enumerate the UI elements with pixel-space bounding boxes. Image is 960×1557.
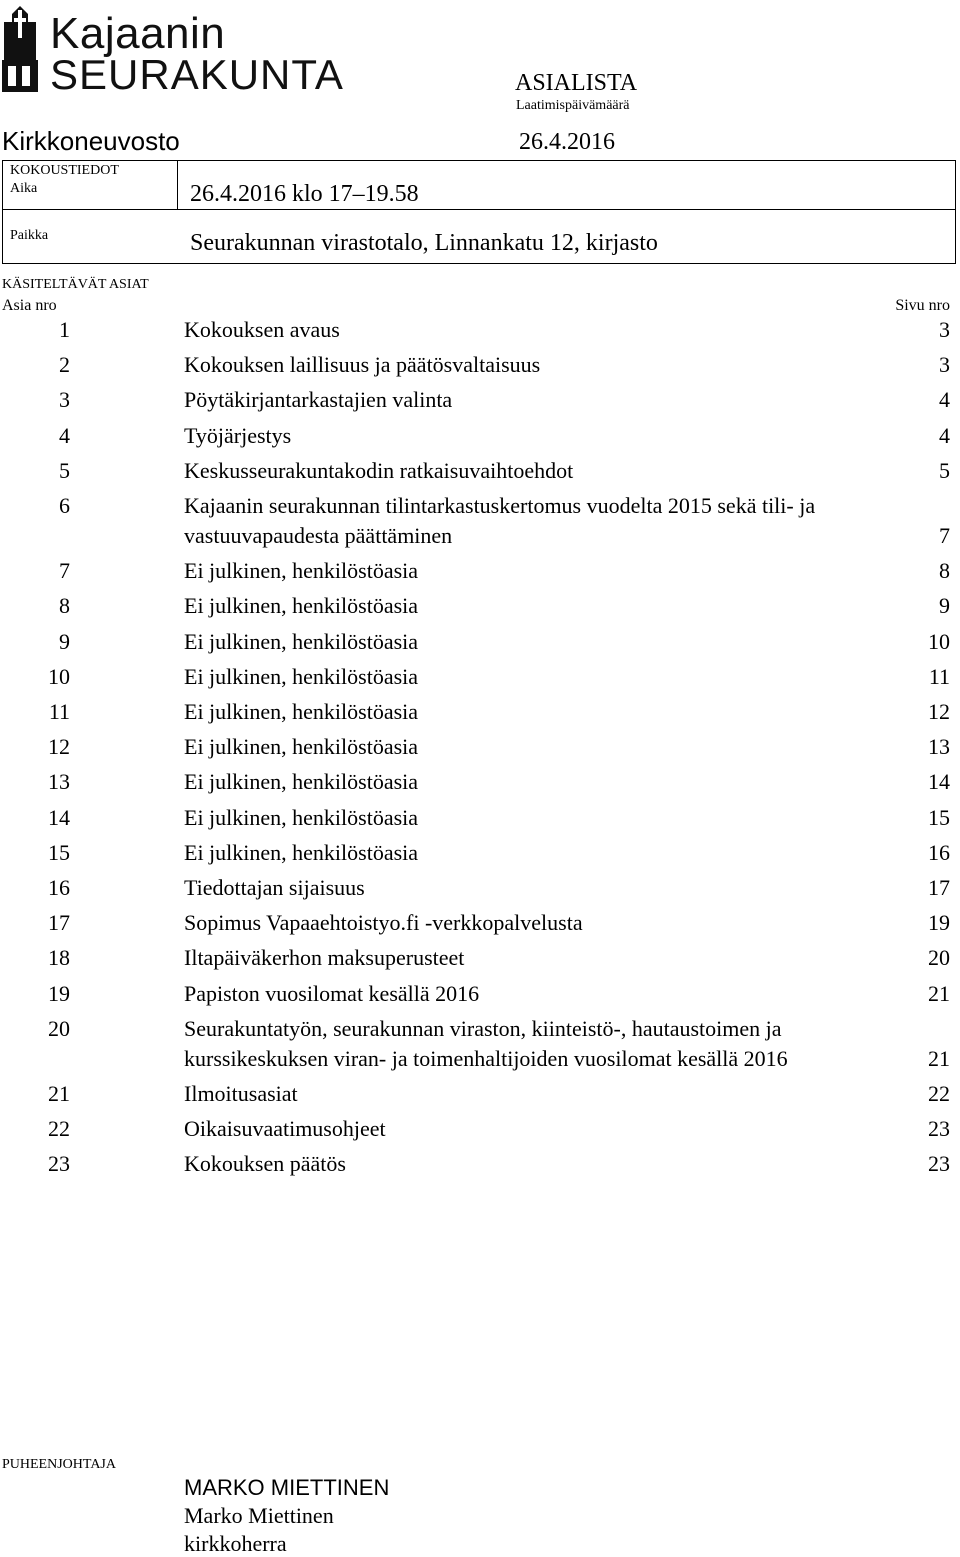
agenda-item-title-line: Ei julkinen, henkilöstöasia [184,699,419,724]
agenda-item-title [184,456,884,486]
agenda-item-title [184,838,884,868]
chair-label: PUHEENJOHTAJA [2,1457,116,1472]
agenda-item-title [184,767,884,797]
agenda-item-title-line: Sopimus Vapaaehtoistyo.fi -verkkopalvelusta [184,910,583,936]
agenda-item-title-line: Kokouksen avaus [184,317,340,342]
agenda-item-page: 7 [939,523,950,548]
time-value: 26.4.2016 klo 17–19.58 [190,181,419,207]
meeting-box-divider-vertical [177,160,178,210]
agenda-item-title [184,591,884,621]
agenda-item-number: 9 [59,628,70,654]
date-label: Laatimispäivämäärä [516,98,630,113]
agenda-item-number: 21 [48,1081,70,1106]
agenda-item-title-line: Tiedottajan sijaisuus [184,875,365,900]
agenda-item-title [184,732,884,762]
agenda-item-number: 1 [59,317,70,342]
agenda-item-page: 4 [939,387,950,413]
agenda-item-number: 23 [48,1151,70,1177]
agenda-item-title [184,421,884,451]
agenda-column-page-number: Sivu nro [895,297,950,314]
meeting-box-divider-horizontal [2,209,956,210]
agenda-item-title-line: Ei julkinen, henkilöstöasia [184,804,419,830]
agenda-item-title-line: Työjärjestys [184,422,292,448]
agenda-item-title-line: Kajaanin seurakunnan tilintarkastuskertomus vuodelta 2015 sekä tili- ja [184,493,816,518]
agenda-item-page: 19 [928,910,950,936]
agenda-item-title [184,556,884,586]
agenda-item-page: 9 [939,593,950,619]
agenda-column-item-number: Asia nro [2,297,57,314]
agenda-item-page: 10 [928,628,950,654]
agenda-item-number: 12 [48,734,70,760]
agenda-item-title-line: kurssikeskuksen viran- ja toimenhaltijoiden vuosilomat kesällä 2016 [184,1045,788,1071]
chair-title: kirkkoherra [184,1531,287,1556]
agenda-item-page: 13 [928,734,950,760]
agenda-item-number: 18 [48,945,70,971]
document-date: 26.4.2016 [519,129,615,155]
agenda-item-number: 6 [59,493,70,518]
agenda-item-page: 20 [928,945,950,971]
agenda-item-title [184,908,884,938]
agenda-item-page: 14 [928,769,950,795]
agenda-item-page: 21 [928,980,950,1006]
agenda-item-title-line: Oikaisuvaatimusohjeet [184,1116,386,1142]
agenda-item-number: 13 [48,769,70,795]
agenda-item-page: 8 [939,558,950,584]
agenda-item-title [184,1149,884,1179]
agenda-item-title [184,943,884,973]
agenda-item-title [184,803,884,833]
agenda-item-number: 4 [59,422,70,448]
agenda-item-page: 5 [939,457,950,483]
agenda-item-number: 10 [48,663,70,689]
agenda-item-page: 3 [939,352,950,378]
logo-text-line2: SEURAKUNTA [50,51,344,98]
agenda-item-number: 17 [48,910,70,936]
agenda-item-title [184,385,884,415]
agenda-item-title-line: Ilmoitusasiat [184,1081,298,1106]
agenda-item-number: 5 [59,457,70,483]
agenda-item-number: 8 [59,593,70,619]
agenda-item-page: 16 [928,839,950,865]
agenda-item-page: 21 [928,1045,950,1071]
agenda-item-title [184,662,884,692]
agenda-item-number: 19 [48,980,70,1006]
agenda-item-number: 3 [59,387,70,413]
chair-name: Marko Miettinen [184,1503,334,1528]
agenda-item-title-line: Ei julkinen, henkilöstöasia [184,769,419,795]
agenda-item-number: 20 [48,1015,70,1041]
agenda-item-title-line: Ei julkinen, henkilöstöasia [184,558,419,584]
agenda-item-title-line: Iltapäiväkerhon maksuperusteet [184,945,465,971]
agenda-item-page: 23 [928,1151,950,1177]
agenda-item-page: 17 [928,875,950,900]
agenda-item-title-line: Ei julkinen, henkilöstöasia [184,593,419,619]
agenda-item-title [184,979,884,1009]
agenda-item-number: 16 [48,875,70,900]
agenda-item-title [184,627,884,657]
agenda-item-title [184,873,884,903]
church-logo-icon [2,6,38,92]
agenda-item-page: 22 [928,1081,950,1106]
agenda-item-title [184,491,884,551]
place-value: Seurakunnan virastotalo, Linnankatu 12, kirjasto [190,230,658,256]
agenda-item-title-line: Ei julkinen, henkilöstöasia [184,839,419,865]
agenda-item-number: 15 [48,839,70,865]
agenda-section-label: KÄSITELTÄVÄT ASIAT [2,277,149,292]
agenda-item-title-line: Kokouksen päätös [184,1151,346,1177]
agenda-item-title-line: Papiston vuosilomat kesällä 2016 [184,980,480,1006]
agenda-item-page: 4 [939,422,950,448]
agenda-item-title [184,1114,884,1144]
agenda-item-number: 14 [48,804,70,830]
agenda-item-page: 23 [928,1116,950,1142]
meeting-section-label: KOKOUSTIEDOT [10,163,119,178]
organ-name: Kirkkoneuvosto [2,126,180,156]
document-type: ASIALISTA [515,70,638,96]
agenda-item-title-line: Kokouksen laillisuus ja päätösvaltaisuus [184,352,541,378]
agenda-item-page: 11 [928,663,950,689]
logo-text-line1: Kajaanin [50,9,226,58]
agenda-item-title-line: Ei julkinen, henkilöstöasia [184,663,419,689]
agenda-item-title-line: Keskusseurakuntakodin ratkaisuvaihtoehdot [184,457,574,483]
agenda-item-title [184,315,884,345]
agenda-item-page: 12 [928,699,950,724]
agenda-item-number: 11 [48,699,70,724]
agenda-item-number: 7 [59,558,70,584]
agenda-item-title [184,350,884,380]
agenda-item-title-line: vastuuvapaudesta päättäminen [184,523,453,548]
agenda-item-title-line: Ei julkinen, henkilöstöasia [184,734,419,760]
agenda-item-title [184,1014,884,1074]
agenda-item-page: 15 [928,804,950,830]
agenda-item-title [184,1079,884,1109]
time-label: Aika [10,181,38,196]
chair-name-signature: MARKO MIETTINEN [184,1475,390,1500]
agenda-item-title-line: Pöytäkirjantarkastajien valinta [184,387,453,413]
agenda-item-number: 22 [48,1116,70,1142]
agenda-item-title-line: Ei julkinen, henkilöstöasia [184,628,419,654]
agenda-item-title-line: Seurakuntatyön, seurakunnan viraston, kiinteistö-, hautaustoimen ja [184,1015,782,1041]
place-label: Paikka [10,228,49,243]
agenda-item-page: 3 [939,317,950,342]
agenda-item-number: 2 [59,352,70,378]
agenda-item-title [184,697,884,727]
